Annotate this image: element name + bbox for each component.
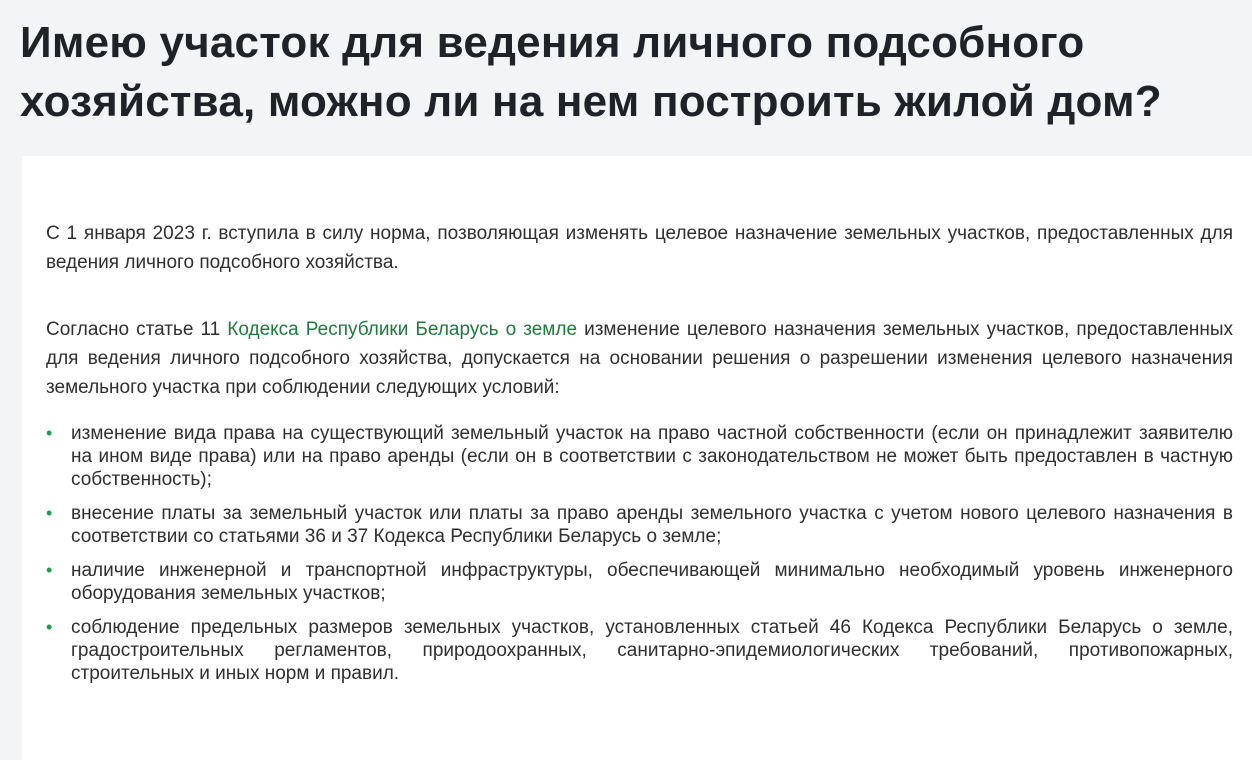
condition-list-item: [46, 559, 1233, 605]
paragraph-text-after-link: изменение целевого назначения земельных участков, предоставленных для ведения личного подсобного хозяйства, допускается на основании решения о разрешении изменения целевого назначения земельного участка при соблюдении следующих условий:: [46, 319, 1233, 398]
page-title: Имею участок для ведения личного подсобного хозяйства, можно ли на нем построить жилой дом?: [20, 18, 1162, 126]
condition-text: изменение вида права на существующий земельный участок на право частной собственности (если он принадлежит заявителю на ином виде права) или на право аренды (если он в соответствии с законодательством не может быть предоставлен в частную собственность);: [71, 423, 1233, 490]
condition-list-item: [46, 616, 1233, 685]
bullet-icon: •: [46, 503, 53, 523]
condition-text: наличие инженерной и транспортной инфраструктуры, обеспечивающей минимально необходимый уровень инженерного оборудования земельных участков;: [71, 560, 1233, 604]
condition-text: соблюдение предельных размеров земельных участков, установленных статьей 46 Кодекса Республики Беларусь о земле, градостроительных регламентов, природоохранных, санитарно-эпидемиологических требований, противопожарных, строительных и иных норм и правил.: [71, 617, 1233, 684]
legal-basis-paragraph: [46, 315, 1233, 402]
page-header: [0, 0, 1252, 156]
bullet-icon: •: [46, 423, 53, 443]
article-content: [22, 156, 1252, 760]
bullet-icon: •: [46, 560, 53, 580]
condition-list-item: [46, 422, 1233, 491]
land-code-link[interactable]: Кодекса Республики Беларусь о земле: [227, 319, 578, 340]
paragraph-text-before-link: Согласно статье 11: [46, 319, 228, 340]
intro-paragraph: С 1 января 2023 г. вступила в силу норма, позволяющая изменять целевое назначение земельных участков, предоставленных для ведения личного подсобного хозяйства.: [46, 223, 1233, 273]
bullet-icon: •: [46, 617, 53, 637]
condition-text: внесение платы за земельный участок или платы за право аренды земельного участка с учетом нового целевого назначения в соответствии со статьями 36 и 37 Кодекса Республики Беларусь о земле;: [71, 503, 1233, 547]
condition-list-item: [46, 502, 1233, 548]
conditions-list: [46, 422, 1233, 696]
